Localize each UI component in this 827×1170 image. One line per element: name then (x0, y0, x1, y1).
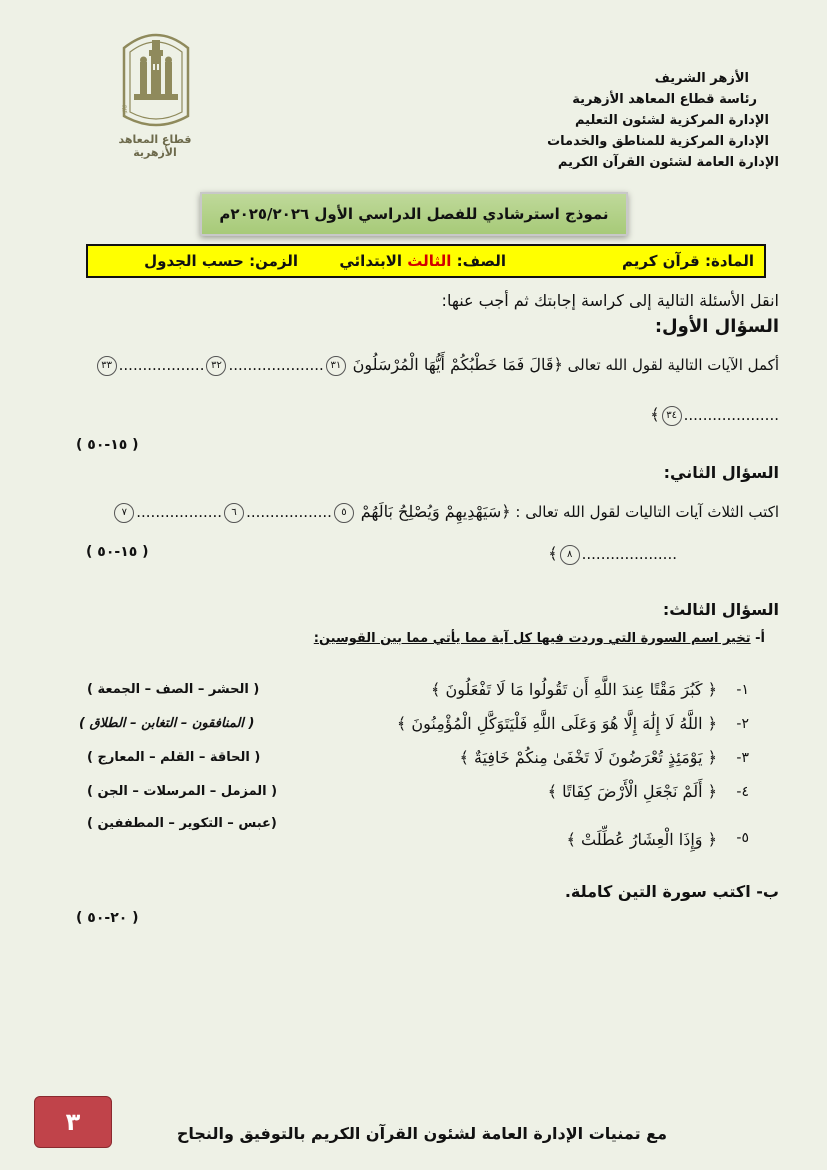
subject-value: قرآن كريم (621, 252, 700, 270)
time-value: حسب الجدول (144, 252, 244, 270)
question-1-ayah: ﴿قَالَ فَمَا خَطْبُكُمْ أَيُّهَا الْمُرْسَلُونَ (352, 355, 563, 374)
question-3-items (69, 680, 749, 852)
header-line-3: الإدارة المركزية لشئون التعليم (574, 113, 769, 128)
answer-blank: .................... (683, 406, 779, 424)
time-label: الزمن: (249, 252, 298, 270)
question-1-line-1 (95, 355, 779, 376)
logo-caption: قطاع المعاهد الأزهرية (118, 133, 192, 159)
answer-blank: .................... (228, 356, 324, 374)
footer-wishes: مع تمنيات الإدارة العامة لشئون القرآن الكريم بالتوفيق والنجاح (176, 1124, 667, 1143)
question-2-marks: ( ١٥-٥٠ ) (86, 544, 149, 560)
question-2-ayah: ﴿سَيَهْدِيهِمْ وَيُصْلِحُ بَالَهُمْ (360, 502, 511, 521)
header-line-5: الإدارة العامة لشئون القرآن الكريم (557, 155, 779, 170)
question-2-prompt: اكتب الثلاث آيات التاليات لقول الله تعالى : (515, 503, 779, 521)
ayah-number-8: ٨ (560, 545, 580, 565)
time-field (144, 246, 298, 276)
header-line-2: رئاسة قطاع المعاهد الأزهرية (572, 92, 757, 107)
institution-header (547, 68, 779, 173)
question-1-line-2: ....................٣٤﴾ (650, 405, 779, 424)
answer-blank: .................. (136, 503, 223, 521)
logo-arc-text: RIF (119, 104, 128, 115)
question-3-marks: ( ٢٠-٥٠ ) (76, 910, 139, 926)
ayah-number-6: ٦ (224, 503, 244, 523)
list-item: ٢- ﴿ اللَّهُ لَا إِلَٰهَ إِلَّا هُوَ وَعَلَى اللَّهِ فَلْيَتَوَكَّلِ الْمُؤْمِنُونَ ﴾ ( المنافقون – التغابن – الطلاق ) (79, 714, 749, 733)
svg-text:AL-AZHAR AL-SHARIF (112, 28, 128, 115)
ayah-number-34: ٣٤ (662, 406, 682, 426)
grade-field (339, 246, 506, 276)
list-item: ٥- ﴿ وَإِذَا الْعِشَارُ عُطِّلَتْ ﴾ (عبس – التكوير – المطففين ) (87, 816, 749, 849)
question-1-marks: ( ١٥-٥٠ ) (76, 437, 139, 453)
question-1-title: السؤال الأول: (654, 316, 779, 337)
part-a-label: أ- (755, 631, 765, 646)
question-1-prompt: أكمل الآيات التالية لقول الله تعالى (567, 356, 779, 374)
grade-label: الصف: (456, 252, 506, 270)
question-3-part-b: ب- اكتب سورة التين كاملة. (564, 882, 779, 901)
header-line-1: الأزهر الشريف (654, 71, 749, 86)
exam-title-banner: نموذج استرشادي للفصل الدراسي الأول ٢٠٢٥/٢٠٢٦م (200, 192, 628, 236)
question-2-line-2: ....................٨﴾ (548, 544, 677, 563)
list-item: ١- ﴿ كَبُرَ مَقْتًا عِندَ اللَّهِ أَن تَقُولُوا مَا لَا تَفْعَلُونَ ﴾ ( الحشر – الصف – الجمعة ) (87, 680, 749, 699)
question-2-title: السؤال الثاني: (663, 463, 779, 482)
question-3-part-a (314, 631, 765, 646)
ayah-number-31: ٣١ (326, 356, 346, 376)
subject-label: المادة: (704, 252, 754, 270)
answer-blank: .................. (118, 356, 205, 374)
instructions: انقل الأسئلة التالية إلى كراسة إجابتك ثم أجب عنها: (441, 291, 779, 310)
ayah-number-5: ٥ (334, 503, 354, 523)
ayah-number-7: ٧ (114, 503, 134, 523)
part-a-prompt: تخير اسم السورة التي وردت فيها كل آية مما يأتي مما بين القوسين: (313, 631, 751, 646)
exam-info-bar (86, 244, 766, 278)
question-2-line-1 (112, 502, 779, 523)
answer-blank: .................... (581, 545, 677, 563)
grade-value: الابتدائي (339, 252, 403, 270)
list-item: ٤- ﴿ أَلَمْ نَجْعَلِ الْأَرْضَ كِفَاتًا ﴾ ( المزمل – المرسلات – الجن ) (87, 782, 749, 801)
list-item: ٣- ﴿ يَوْمَئِذٍ تُعْرَضُونَ لَا تَخْفَىٰ مِنكُمْ خَافِيَةٌ ﴾ ( الحاقة – القلم – المعارج ) (87, 748, 749, 767)
subject-field (622, 246, 754, 276)
answer-blank: .................. (246, 503, 332, 521)
header-line-4: الإدارة المركزية للمناطق والخدمات (547, 134, 769, 149)
grade-value-highlight: الثالث (407, 252, 452, 270)
question-3-title: السؤال الثالث: (662, 600, 779, 619)
ayah-number-32: ٣٢ (206, 356, 226, 376)
page-number-badge: ٣ (34, 1096, 112, 1148)
ayah-number-33: ٣٣ (97, 356, 117, 376)
